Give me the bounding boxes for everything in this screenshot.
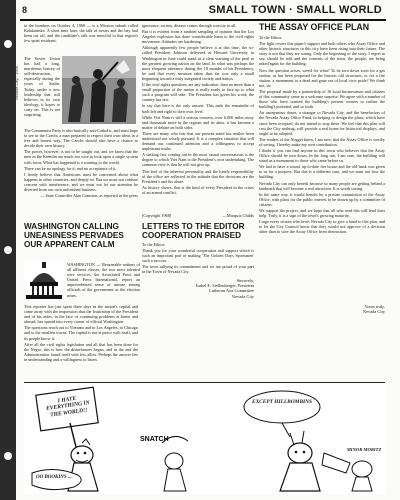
column-1-body [24,128,138,220]
running-head: SMALL TOWN · SMALL WORLD [208,4,382,16]
paragraph: The proposal made by a partnership of 16 local businessmen and citizens of this community came as a welcome surprise. We agree with a number of those who have wanted the building's present owners to realize the building's potential, and so forth. [259,88,385,110]
paragraph: The Soviet Union has had a long, murderous history of self-destruction, especially during the years of Stalin. Today, under a new leadership that still believes in its own ideology, it hopes to carry on. This is not surprising. [24,56,60,118]
paragraph: The power, however, is not to be sought out, and we know that the men in the Kremlin are much too wise to look upon a single system with favor. What has happened is a warning to the world. [24,149,138,165]
paragraph: I doubt if you can find anyone in this town who believes that the Assay Office should be torn down. In the long run, I am sure, the building will stand as a monument to those who came before us. [259,147,385,164]
paragraph: WASHINGTON — Reasonable nations of all affluent classes, the two most talented wire services, the Associated Press and United Press International, report an unprecedented sense of unease among officials of the government as the election nears. [67,262,140,298]
paragraph: This reporter has just spent three days in the nation's capital and came away with the impression that the frustration of the President and of his aides, in the face of continuing problems at home and abroad, has spread into every corner of official Washington. [24,304,138,325]
signer-org: Lutheran Arts Committee [209,288,254,294]
paragraph: In the same way, it would benefit by a private commission of the Assay Office, with plans for the public interest to be drawn up by a committee of citizens. [259,191,385,207]
paragraph: There can be no apology for it, and no acceptance of it. [24,165,117,171]
editorial-cartoon [24,382,385,494]
paragraph: The readers of the Nugget know, I am sure, that the Assay Office is worthy of saving. I hereby make my own contribution. [259,136,385,147]
paragraph: Nevada City can only benefit because so many people are getting behind a landmark that will become a real attraction. It is worth saving. [259,180,385,191]
protest-illustration [62,56,136,124]
capitol-illustration [24,262,64,300]
signer-name: Isabel E. Stellenberger, President [195,283,254,289]
paragraph: While Viet Nam is still a serious concern, over 6,000 miles away and thousands more in the regions and its aims, it has become a matter of debate on both sides. [142,114,254,130]
cartoon-caption: OO BOOKINS ... [36,475,72,480]
paragraph: to the bombers on October 4, 1968 — is a Mission suburb called Kalakarinka. A short time later, the talk of towns and the bay had been cut off, and the candidate's talk was merciful to that region's few quiet residents. [24,23,138,44]
paragraph: I firmly believe that Americans must be concerned about what happens in other countries, and deeply so. But we must not confuse concern with interference, and we must not let our attention be diverted from our own unfinished business. [24,171,138,193]
paragraph: After all the civil rights legislation and all that has been done for the Negro, this is how the disturbances began, and in the end the Administration found itself with few allies. Perhaps the answer lies in understanding and a willingness to listen. [24,341,138,362]
paragraph: Thank you for your wonderful cooperation and support which is such an important part of making 'The Golden Days Sportsmen' such a success. [142,248,254,264]
paragraph: Now the question arises, saved for what? To be torn down soon for a gas station, as has been proposed for the historic old structures, or for a fire station, a monument to a dead and gone era of local civic pride? We think not, sir. [259,67,385,88]
paragraph: But it is evident from a random sampling of opinion that the Los Angeles explosion has done considerable harm to the civil rights movement. Attitudes are hardening. [142,29,254,45]
cartoon-sound-text: SNATCH [140,436,169,443]
closing: Sincerely, [236,278,254,283]
intro-text-2 [24,56,60,124]
washington-body [24,304,138,380]
paragraph: The Communist Party is also basically anti-Catholic, and must hope to see in the Czechs a man prepared to respect their own ideas in a free and honest way. The Czechs should also have a chance to decide their own history. [24,128,138,149]
cartoon-label: MINOR MORITZ [346,447,382,452]
headline-assay-office: THE ASSAY OFFICE PLAN [259,22,370,32]
header-rule [20,19,386,21]
salutation: To the Editor: [259,35,283,40]
punch-hole [4,246,12,254]
letter-body [142,242,254,276]
cartoon-balloon-text: EXCEPT HILLBOMBINS [251,399,313,405]
signer-place: Nevada City [362,309,385,315]
page-number: 8 [22,5,28,15]
paragraph: The town rallying its commitment and we are proud of your part in the Town of Nevada City. [142,264,254,275]
letter-signature [142,278,254,299]
copyright-line: [Copyright 1968] [142,213,172,218]
paragraph: An anonymous donor, a stranger to Nevada City, and the benefactors of the Nevada Assay Office Fund, in helping to design the plans, which have since been accepted, do not intend to stop there. We feel that this plan will cost the City nothing, will provide a real home for historical displays, and ought to be adopted. [259,110,385,136]
assay-signature [259,304,385,314]
protest-photo [62,56,136,124]
paragraph: There are many who fear that our present stand has neither been understood nor wisely pursued. It is a complex situation that will demand our continued attention and a willingness to accept unpleasant truths. [142,130,254,152]
assay-office-body [259,35,385,303]
paragraph: If the civil rights questions are any indication, then no more than a small proportion of the nation is really ready to face up to what such a program will take. The President has given his word; the country has not. [142,82,254,103]
cartoon-sign-text: I HATE EVERYTHING IN THE WORLD!! [45,395,91,419]
paragraph: ignorance, racism, disease comes through scarcity in all. [142,23,237,28]
salutation: To the Editor: [142,242,166,247]
closing: Yours truly, [364,304,385,309]
washington-lead [67,262,140,302]
paragraph: As history shows, that is the kind of every President in the crises of an armed conflict. [142,184,254,195]
capitol-dome-icon [24,262,64,300]
paragraph: We support the project, and we hope that all who read this will lend their help. Truly, it is a sign of the town's growing maturity. [259,208,385,219]
punch-hole [4,40,12,48]
signer-place: Nevada City [231,293,254,299]
paragraph: Although apparently few people believe it at this time, the so-called President Johnson delivered at Howard University in Washington in June could stand as a clear warning of the peril to the greatest growing nation on the land. In what was perhaps the most eloquent utterance during the 18 months of his Presidency, he said that every measure taken thus far was only a small beginning toward a truly integrated society and nation. [142,45,254,81]
paragraph: The questions reach out to Vietnam and to Los Angeles, to Chicago and to the smallest towns. The capital is not at peace with itself, and its people know it. [24,325,138,341]
paragraph: A striking fact coming out in the most casual conversations is the degree to which Viet Nam is the President's own undertaking. The common view is that he will not give up. [142,152,254,168]
signature: — State Controller Alan Cranston, as reported in the press [40,193,138,199]
intro-text [24,23,138,53]
paragraph: The light covers this paper's support and both others who Assay Office and other historic structures in this city have been rising into their future. The story is not that they are strong. Only the beginning of the story, I regret to say, should be told and the contents of the town, the people, are being asked again for the building. [259,41,385,67]
paragraph: This feel of the inherent personality and the lonely responsibility of the office are reflected in the attitude that the decisions are the President's and his alone. [142,168,254,184]
column-signature: —Marquis Childs [222,213,254,218]
headline-letters: LETTERS TO THE EDITOR COOPERATION PRAISED [142,222,245,240]
column-2-body [142,23,254,213]
paragraph: to say that here is the only answer. This ends the remainder of both left and right to their own level. [142,103,254,114]
paragraph: I urge every citizen who loves Nevada City to give a hand to this plan, and to let the City Council know that they would not approve of a decision other than to save the Assay Office from destruction. [259,219,385,235]
headline-washington: WASHINGTON CALLING UNEASINESS PERVADES OUR APPARENT CALM [24,222,124,249]
punch-hole [4,452,12,460]
side-margin-text: Nevada City · 1968 [14,66,19,101]
paragraph: We had to have a sound, up-to-date fire house and the old bank was given to us for a purpose. But this is a different case, and we must not lose the building. [259,164,385,180]
